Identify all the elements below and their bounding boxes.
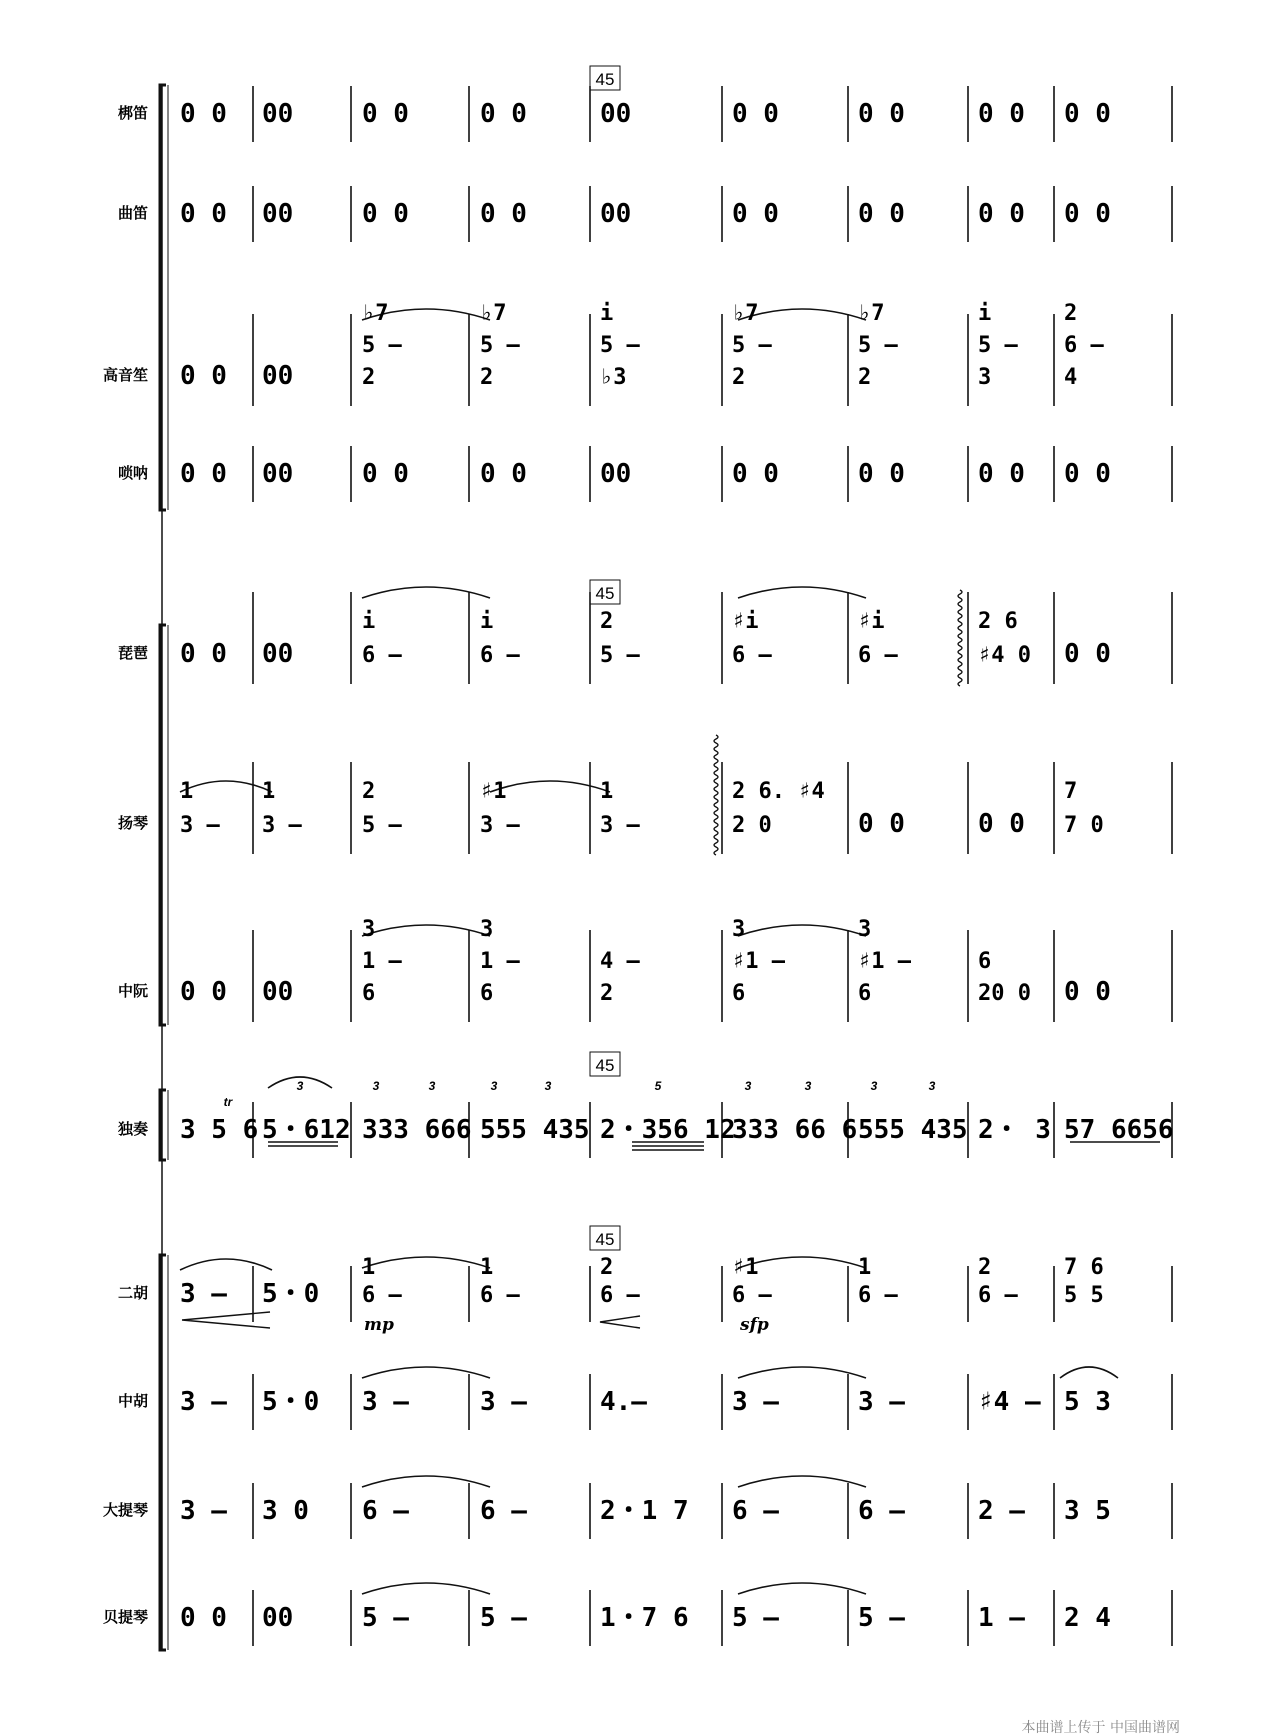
bass-measure: 00 (262, 1603, 294, 1633)
tuplet-mark: 3 (372, 1079, 380, 1093)
bass-measure: 5 – (362, 1603, 409, 1633)
bracket-plucked (160, 625, 166, 1025)
bass-measure: 5 – (732, 1603, 779, 1633)
suona-measure: 0 0 (978, 459, 1025, 489)
erhu-lower: 5・0 (262, 1279, 320, 1309)
zhongruan-middle: 4 – (600, 949, 640, 974)
slur (362, 1583, 490, 1594)
zhongruan-middle: ♯1 – (732, 949, 785, 974)
sheng-lower: 3 (978, 365, 992, 390)
suona-measure: 0 0 (480, 459, 527, 489)
slur (362, 1367, 490, 1378)
suona-measure: 00 (600, 459, 632, 489)
pipa-lower: 6 – (858, 643, 898, 668)
instrument-label-cello: 大提琴 (102, 1501, 148, 1519)
bangdi-measure: 0 0 (732, 99, 779, 129)
erhu-lower: 6 – (600, 1283, 640, 1308)
zhongruan-lower: 6 (362, 981, 376, 1006)
suona-measure: 0 0 (362, 459, 409, 489)
zhonghu-measure: ♯4 – (978, 1387, 1041, 1417)
erhu-upper: 1 (362, 1255, 376, 1280)
instrument-label-bass: 贝提琴 (102, 1608, 148, 1626)
sheng-middle: 5 – (978, 333, 1018, 358)
pipa-lower: 6 – (480, 643, 520, 668)
slur (180, 781, 272, 792)
erhu-lower: 6 – (858, 1283, 898, 1308)
instrument-label-yangqin: 扬琴 (117, 814, 148, 832)
solo-measure: 57 6656 (1064, 1115, 1174, 1145)
sheng-upper: i (978, 301, 992, 326)
zhongruan-lower: 0 0 (180, 977, 227, 1007)
instrument-label-sheng: 高音笙 (102, 366, 148, 384)
tuplet-mark: 3 (296, 1079, 304, 1093)
qudi-measure: 0 0 (362, 199, 409, 229)
sheng-lower: 4 (1064, 365, 1078, 390)
cello-measure: 3 – (180, 1496, 227, 1526)
arpeggio-mark (958, 590, 962, 686)
erhu-lower: 6 – (362, 1283, 402, 1308)
instrument-label-zhongruan: 中阮 (117, 982, 148, 1000)
zhonghu-measure: 3 – (858, 1387, 905, 1417)
pipa-lower: 0 0 (180, 639, 227, 669)
bracket-winds (160, 85, 166, 510)
cello-measure: 3 0 (262, 1496, 309, 1526)
slur (1060, 1367, 1118, 1378)
footer-watermark: 本曲谱上传于 中国曲谱网 (1021, 1720, 1180, 1736)
zhongruan-lower: 2 (600, 981, 614, 1006)
erhu-upper: 2 (600, 1255, 614, 1280)
sheng-upper: ♭7 (480, 301, 507, 326)
yangqin-lower: 0 0 (978, 809, 1025, 839)
tuplet-mark: 3 (490, 1079, 498, 1093)
sheng-lower: 2 (362, 365, 376, 390)
yangqin-upper: 7 (1064, 779, 1078, 804)
sheng-upper: ♭7 (858, 301, 885, 326)
bangdi-measure: 0 0 (480, 99, 527, 129)
zhonghu-measure: 5・0 (262, 1387, 320, 1417)
erhu-lower: 5 5 (1064, 1283, 1104, 1308)
tuplet-mark: 3 (428, 1079, 436, 1093)
instrument-label-erhu: 二胡 (117, 1284, 148, 1302)
bangdi-measure: 00 (600, 99, 632, 129)
instrument-label-solo: 独奏 (117, 1120, 148, 1138)
zhongruan-upper: 3 (480, 917, 494, 942)
solo-measure: 333 666 (362, 1115, 472, 1145)
zhonghu-measure: 3 – (180, 1387, 227, 1417)
rehearsal-mark: 45 (595, 70, 615, 89)
pipa-upper: 2 (600, 609, 614, 634)
zhongruan-lower: 6 (480, 981, 494, 1006)
sheng-lower: 2 (858, 365, 872, 390)
zhonghu-measure: 3 – (362, 1387, 409, 1417)
qudi-measure: 0 0 (180, 199, 227, 229)
zhonghu-measure: 5 3 (1064, 1387, 1111, 1417)
solo-measure: 555 435 (858, 1115, 968, 1145)
tuplet-mark: 3 (928, 1079, 936, 1093)
bass-measure: 1・7 6 (600, 1603, 689, 1633)
bracket-strings (160, 1255, 166, 1650)
instrument-label-qudi: 曲笛 (117, 204, 148, 222)
erhu-upper: 7 6 (1064, 1255, 1104, 1280)
sheng-lower: 2 (480, 365, 494, 390)
dynamic-sfp: sfp (740, 1315, 769, 1335)
zhongruan-lower: 6 (732, 981, 746, 1006)
bangdi-measure: 0 0 (1064, 99, 1111, 129)
suona-measure: 00 (262, 459, 294, 489)
yangqin-upper: 1 (180, 779, 194, 804)
pipa-upper: i (362, 609, 376, 634)
pipa-lower: 5 – (600, 643, 640, 668)
bangdi-measure: 0 0 (180, 99, 227, 129)
instrument-label-pipa: 琵琶 (117, 644, 148, 662)
yangqin-lower: 7 0 (1064, 813, 1104, 838)
sheng-middle: 5 – (480, 333, 520, 358)
slur (738, 1367, 866, 1378)
slur (362, 1257, 490, 1268)
pipa-lower: 0 0 (1064, 639, 1111, 669)
qudi-measure: 0 0 (1064, 199, 1111, 229)
solo-measure: 3 5 6 (180, 1115, 259, 1145)
bangdi-measure: 0 0 (978, 99, 1025, 129)
zhongruan-middle: 6 (978, 949, 992, 974)
zhongruan-lower: 00 (262, 977, 294, 1007)
solo-measure: 2・ 3 (978, 1115, 1051, 1145)
yangqin-upper: 1 (600, 779, 614, 804)
slur (362, 1476, 490, 1487)
sheng-lower: ♭3 (600, 365, 627, 390)
instrument-label-bangdi: 梆笛 (117, 104, 148, 122)
cello-measure: 6 – (858, 1496, 905, 1526)
zhongruan-lower: 20 0 (978, 981, 1031, 1006)
cello-measure: 2・1 7 (600, 1496, 689, 1526)
erhu-lower: 3 – (180, 1279, 227, 1309)
cello-measure: 6 – (480, 1496, 527, 1526)
suona-measure: 0 0 (732, 459, 779, 489)
sheng-lower: 2 (732, 365, 746, 390)
bangdi-measure: 0 0 (362, 99, 409, 129)
zhonghu-measure: 4.– (600, 1387, 647, 1417)
tuplet-mark: 5 (654, 1079, 662, 1093)
trill-mark: tr (223, 1095, 233, 1109)
zhonghu-measure: 3 – (480, 1387, 527, 1417)
cello-measure: 2 – (978, 1496, 1025, 1526)
pipa-upper: ♯i (858, 609, 885, 634)
bangdi-measure: 00 (262, 99, 294, 129)
sheng-middle: 5 – (858, 333, 898, 358)
erhu-lower: 6 – (978, 1283, 1018, 1308)
crescendo-hairpin (600, 1316, 640, 1328)
zhongruan-upper: 3 (362, 917, 376, 942)
yangqin-upper: ♯1 (480, 779, 507, 804)
slur (490, 781, 610, 792)
pipa-upper: ♯i (732, 609, 759, 634)
solo-measure: 5・612 (262, 1115, 351, 1145)
sheng-middle: 6 – (1064, 333, 1104, 358)
qudi-measure: 0 0 (480, 199, 527, 229)
slur (738, 587, 866, 598)
tuplet-mark: 3 (744, 1079, 752, 1093)
erhu-lower: 6 – (732, 1283, 772, 1308)
cello-measure: 3 5 (1064, 1496, 1111, 1526)
yangqin-upper: 2 (362, 779, 376, 804)
slur (180, 1259, 272, 1270)
zhongruan-middle: 1 – (362, 949, 402, 974)
tuplet-mark: 3 (544, 1079, 552, 1093)
sheng-lower: 00 (262, 361, 294, 391)
decrescendo-hairpin (182, 1312, 270, 1328)
sheng-lower: 0 0 (180, 361, 227, 391)
bass-measure: 1 – (978, 1603, 1025, 1633)
suona-measure: 0 0 (1064, 459, 1111, 489)
rehearsal-mark: 45 (595, 1056, 615, 1075)
rehearsal-mark: 45 (595, 584, 615, 603)
slur (362, 587, 490, 598)
solo-measure: 333 66 6 (732, 1115, 858, 1145)
bass-measure: 5 – (480, 1603, 527, 1633)
erhu-upper: 1 (858, 1255, 872, 1280)
bass-measure: 2 4 (1064, 1603, 1111, 1633)
yangqin-lower: 0 0 (858, 809, 905, 839)
zhonghu-measure: 3 – (732, 1387, 779, 1417)
slur (362, 925, 490, 936)
zhongruan-middle: 1 – (480, 949, 520, 974)
erhu-upper: ♯1 (732, 1255, 759, 1280)
yangqin-upper: 1 (262, 779, 276, 804)
bracket-solo (160, 1090, 166, 1160)
sheng-upper: ♭7 (732, 301, 759, 326)
bass-measure: 0 0 (180, 1603, 227, 1633)
yangqin-lower: 3 – (180, 813, 220, 838)
pipa-lower: 00 (262, 639, 294, 669)
yangqin-lower: 3 – (600, 813, 640, 838)
sheng-middle: 5 – (600, 333, 640, 358)
tuplet-mark: 3 (870, 1079, 878, 1093)
yangqin-lower: 3 – (262, 813, 302, 838)
qudi-measure: 0 0 (978, 199, 1025, 229)
solo-measure: 2・356 12 (600, 1115, 736, 1145)
zhongruan-middle: ♯1 – (858, 949, 911, 974)
tuplet-mark: 3 (804, 1079, 812, 1093)
sheng-upper: i (600, 301, 614, 326)
arpeggio-mark (714, 735, 718, 855)
yangqin-lower: 5 – (362, 813, 402, 838)
qudi-measure: 00 (262, 199, 294, 229)
yangqin-lower: 2 0 (732, 813, 772, 838)
zhongruan-upper: 3 (732, 917, 746, 942)
erhu-lower: 6 – (480, 1283, 520, 1308)
instrument-label-zhonghu: 中胡 (117, 1392, 148, 1410)
sheng-middle: 5 – (732, 333, 772, 358)
qudi-measure: 00 (600, 199, 632, 229)
sheng-upper: 2 (1064, 301, 1078, 326)
instrument-label-suona: 唢呐 (117, 464, 148, 482)
suona-measure: 0 0 (858, 459, 905, 489)
rehearsal-mark: 45 (595, 1230, 615, 1249)
slur (738, 1476, 866, 1487)
suona-measure: 0 0 (180, 459, 227, 489)
zhongruan-upper: 3 (858, 917, 872, 942)
sheng-middle: 5 – (362, 333, 402, 358)
bangdi-measure: 0 0 (858, 99, 905, 129)
zhongruan-lower: 6 (858, 981, 872, 1006)
dynamic-mp: mp (364, 1315, 394, 1335)
slur (738, 925, 866, 936)
qudi-measure: 0 0 (732, 199, 779, 229)
pipa-lower: ♯4 0 (978, 643, 1031, 668)
cello-measure: 6 – (732, 1496, 779, 1526)
cello-measure: 6 – (362, 1496, 409, 1526)
yangqin-upper: 2 6. ♯4 (732, 779, 825, 804)
zhongruan-lower: 0 0 (1064, 977, 1111, 1007)
pipa-upper: i (480, 609, 494, 634)
pipa-lower: 6 – (362, 643, 402, 668)
pipa-lower: 6 – (732, 643, 772, 668)
yangqin-lower: 3 – (480, 813, 520, 838)
bass-measure: 5 – (858, 1603, 905, 1633)
erhu-upper: 2 (978, 1255, 992, 1280)
pipa-upper: 2 6 (978, 609, 1018, 634)
slur (738, 1583, 866, 1594)
qudi-measure: 0 0 (858, 199, 905, 229)
erhu-upper: 1 (480, 1255, 494, 1280)
sheng-upper: ♭7 (362, 301, 389, 326)
solo-measure: 555 435 (480, 1115, 590, 1145)
